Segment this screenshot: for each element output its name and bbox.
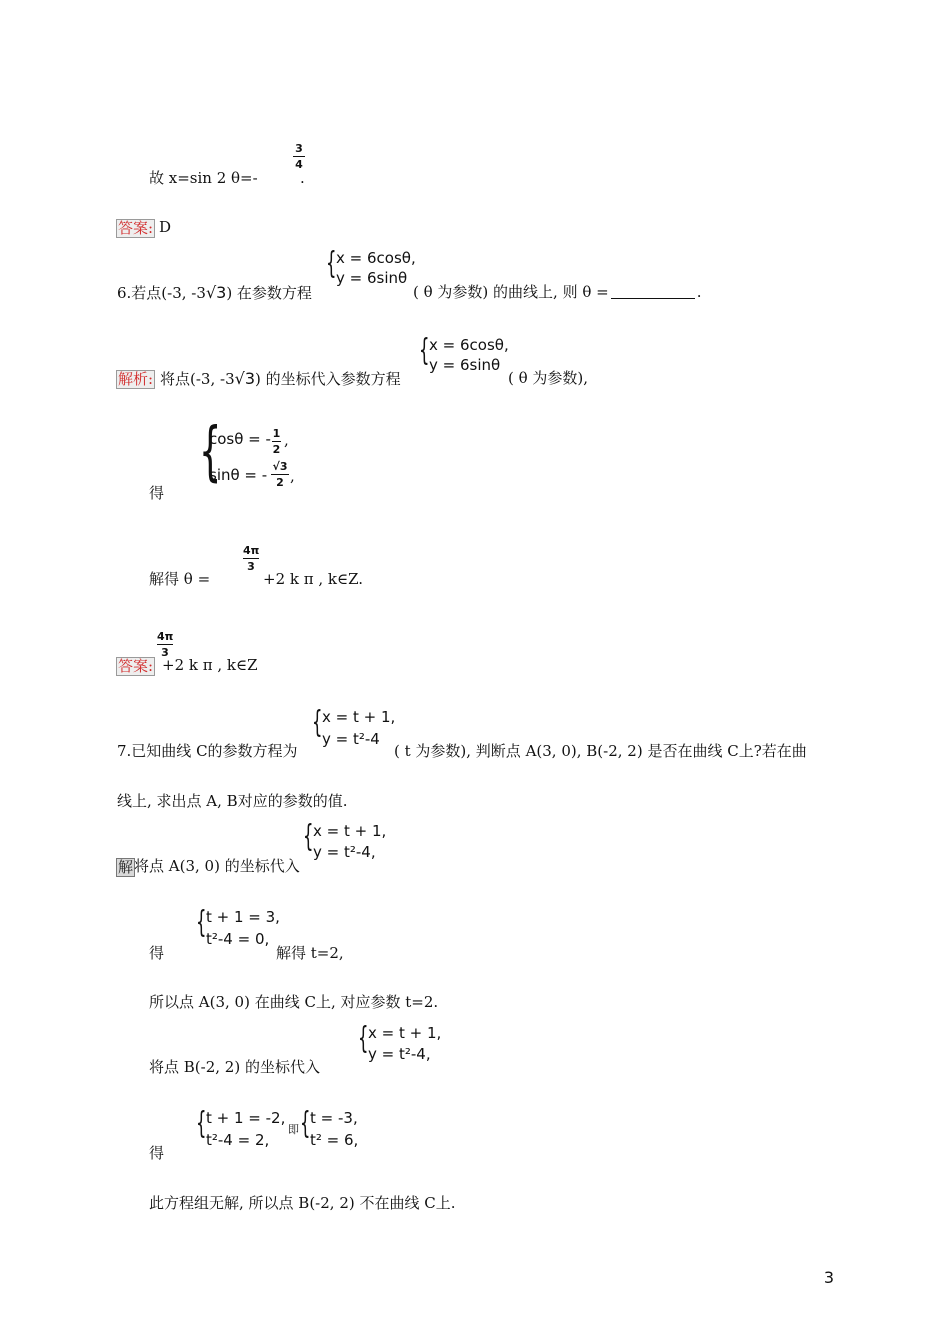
- q6-sys-row1: x = 6cosθ,: [336, 249, 416, 267]
- q7-prefix: 7.已知曲线 C的参数方程为: [117, 742, 298, 760]
- q7-sys-row2: y = t²-4: [322, 730, 380, 748]
- sol6-sin-num: √3: [272, 460, 288, 473]
- sol6-sin-den: 2: [276, 476, 284, 489]
- q6-end: .: [696, 283, 702, 301]
- sol6-solve-pre: 解得 θ =: [149, 570, 211, 588]
- sol7-get2: 得: [149, 1144, 165, 1162]
- sol6-solve-den: 3: [247, 560, 255, 573]
- page-number: 3: [823, 1268, 834, 1287]
- sol6-line1: [160, 371, 401, 387]
- q6-mid: ) 在参数方程: [226, 284, 312, 302]
- question-6: [117, 285, 312, 301]
- sol7-line6: 此方程组无解, 所以点 B(-2, 2) 不在曲线 C上.: [149, 1194, 456, 1212]
- answer6-post: +2 k π , k∈Z: [162, 656, 258, 674]
- sol7-line4: 将点 B(-2, 2) 的坐标代入: [149, 1058, 320, 1076]
- top-line: [149, 171, 258, 186]
- sol7-sys2-row2: t²-4 = 0,: [206, 930, 270, 948]
- sol7-sys4-row1: t + 1 = -2,: [206, 1109, 286, 1127]
- sol6-sin-fraction: [271, 461, 289, 488]
- sol7-text1: 将点 A(3, 0) 的坐标代入: [134, 857, 300, 875]
- sol6-cos-text: cosθ = -: [209, 430, 271, 448]
- q6-sqrt: √3: [205, 283, 227, 302]
- q6-answer-blank[interactable]: [611, 298, 695, 299]
- sol7-sys5-row2: t² = 6,: [310, 1131, 359, 1149]
- sol6-solve-num: 4π: [243, 544, 260, 557]
- sol6-sin-text: sinθ = -: [209, 466, 268, 484]
- sol6-text3: ( θ 为参数),: [508, 369, 589, 387]
- top-line-end: .: [300, 169, 305, 187]
- q7-after: ( t 为参数), 判断点 A(3, 0), B(-2, 2) 是否在曲线 C上?若在曲: [394, 742, 807, 760]
- solution-tag-6: 解析:: [118, 370, 154, 388]
- sol7-sys1-row2: y = t²-4,: [313, 843, 376, 861]
- answer6-den: 3: [161, 646, 169, 659]
- sol6-cos-fraction: [272, 428, 281, 455]
- top-frac-den: 4: [295, 158, 303, 171]
- answer6-fraction: [157, 631, 173, 658]
- sol7-sys3-row1: x = t + 1,: [368, 1024, 442, 1042]
- solution-tag-7: 解: [118, 858, 134, 876]
- sol6-sqrt: √3: [234, 369, 255, 388]
- sol7-solve: 解得 t=2,: [276, 944, 344, 962]
- top-fraction: [293, 143, 305, 170]
- answer-tag-5: 答案:: [118, 219, 154, 237]
- sol6-cos-num: 1: [272, 427, 281, 440]
- q6-sys-row2: y = 6sinθ: [336, 269, 408, 287]
- sol6-sin-comma: ,: [290, 467, 295, 485]
- sol6-sys-row2: y = 6sinθ: [429, 356, 501, 374]
- sol6-cos-comma: ,: [284, 431, 289, 449]
- sol6-sin-row: [209, 468, 267, 483]
- sol6-sys-row1: x = 6cosθ,: [429, 336, 509, 354]
- sol7-sys1-row1: x = t + 1,: [313, 822, 387, 840]
- q6-after: [413, 285, 702, 300]
- sol7-sys2-row1: t + 1 = 3,: [206, 908, 280, 926]
- answer-tag-6: 答案:: [118, 657, 154, 675]
- sol7-get1: 得: [149, 944, 165, 962]
- sol6-cos-den: 2: [272, 443, 281, 456]
- answer6-num: 4π: [157, 630, 174, 643]
- q6-prefix: 6.若点(-3, -3: [117, 284, 206, 302]
- sol7-ji: 即: [288, 1123, 299, 1136]
- sol6-solve-post: +2 k π , k∈Z.: [263, 570, 364, 588]
- q7-line2: 线上, 求出点 A, B对应的参数的值.: [117, 792, 348, 810]
- sol6-solve-fraction: [243, 545, 259, 572]
- q7-sys-row1: x = t + 1,: [322, 708, 396, 726]
- sol6-text1: 将点(-3, -3: [160, 370, 235, 388]
- sol7-sys3-row2: y = t²-4,: [368, 1045, 431, 1063]
- q6-after-text: ( θ 为参数) 的曲线上, 则 θ =: [413, 283, 609, 301]
- sol6-cos-row: [209, 432, 271, 447]
- top-frac-num: 3: [295, 142, 303, 155]
- sol7-line3: 所以点 A(3, 0) 在曲线 C上, 对应参数 t=2.: [149, 993, 439, 1011]
- sol6-text2: ) 的坐标代入参数方程: [255, 370, 401, 388]
- top-line-text: 故 x=sin 2 θ=-: [149, 169, 258, 187]
- answer-value-5: D: [159, 218, 172, 236]
- sol6-get: 得: [149, 484, 165, 502]
- sol7-sys5-row1: t = -3,: [310, 1109, 358, 1127]
- sol7-sys4-row2: t²-4 = 2,: [206, 1131, 270, 1149]
